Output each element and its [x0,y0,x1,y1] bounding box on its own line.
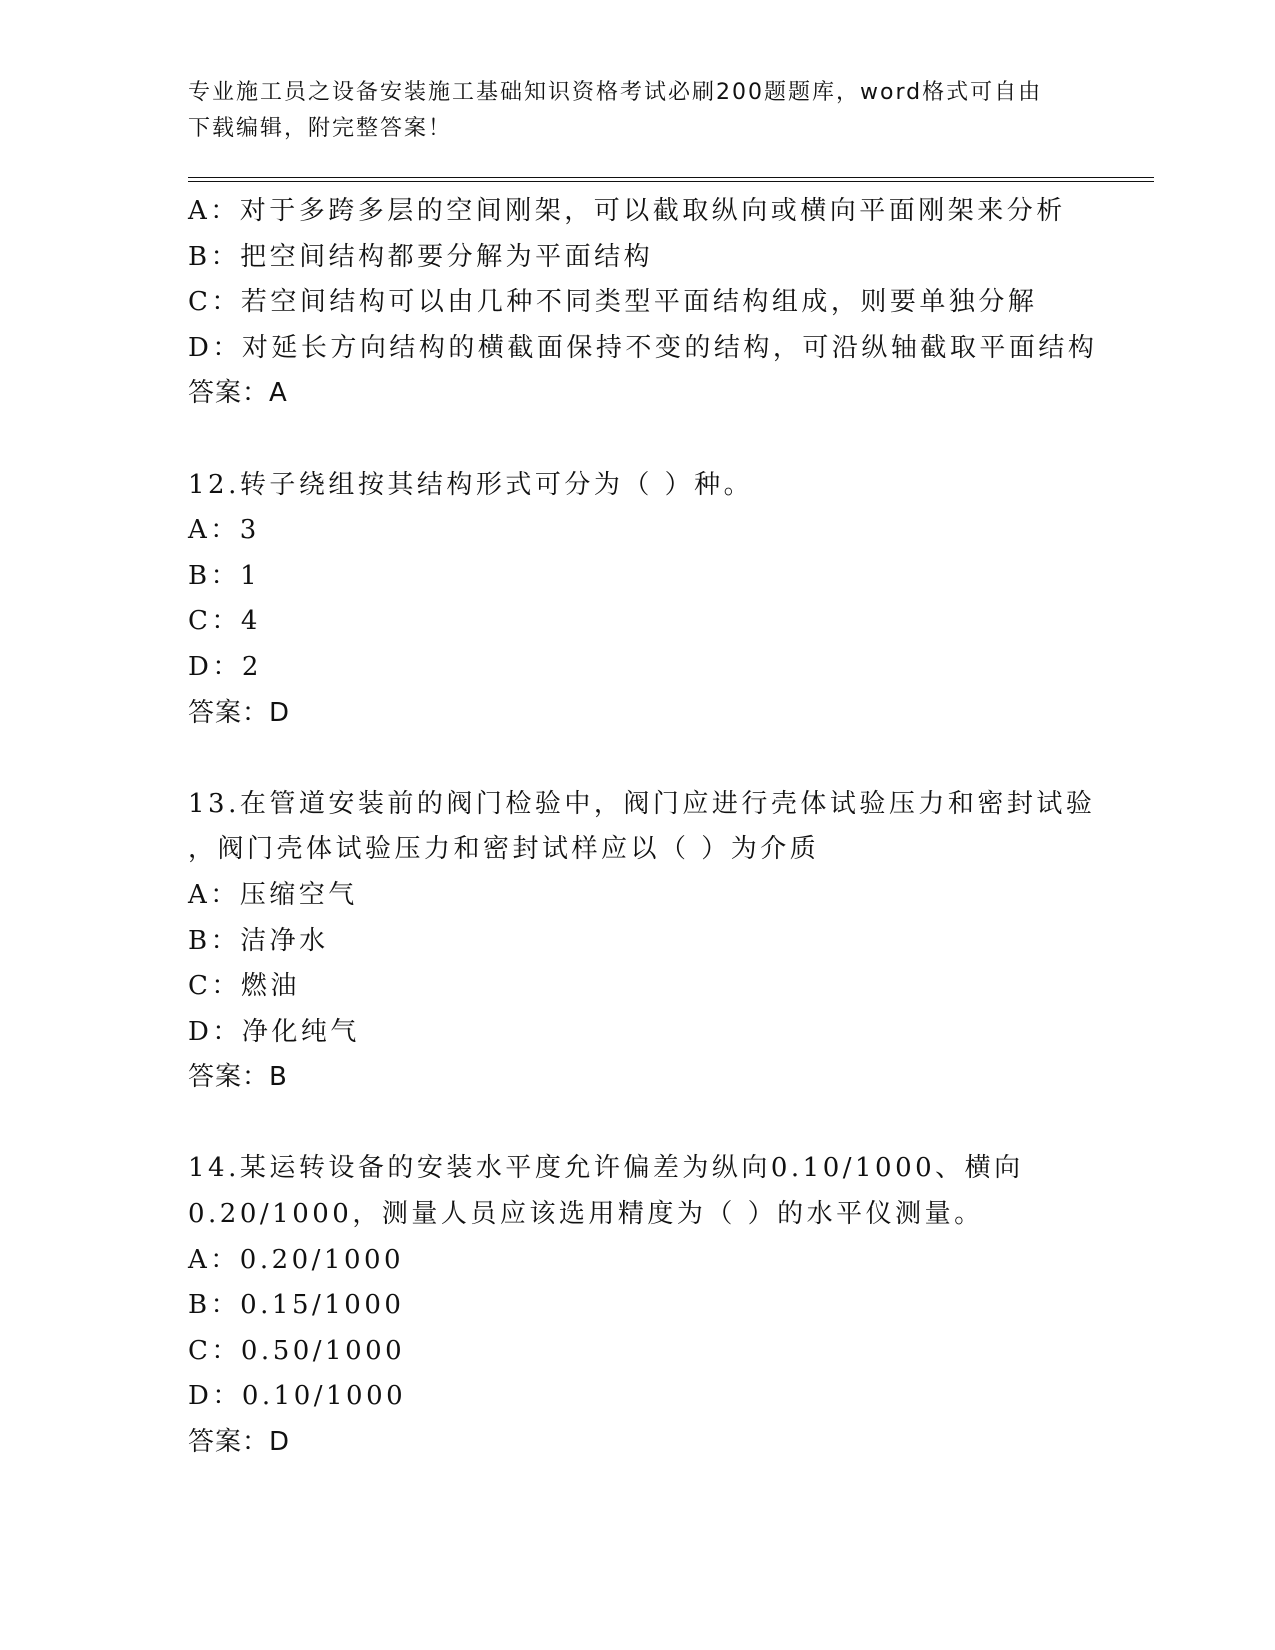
option-d: D：2 [188,651,262,682]
option-d: D：对延长方向结构的横截面保持不变的结构，可沿纵轴截取平面结构 [188,332,1098,363]
header-divider-top [188,177,1154,178]
option-b: B：0.15/1000 [188,1290,405,1321]
answer: 答案：D [188,697,291,728]
answer: 答案：D [188,1427,291,1458]
option-b: B：1 [188,560,261,591]
option-a: A：3 [188,515,260,546]
option-a: A：0.20/1000 [188,1244,405,1275]
option-a: A：对于多跨多层的空间刚架，可以截取纵向或横向平面刚架来分析 [188,196,1066,226]
question-text-line-2: ，阀门壳体试验压力和密封试样应以（ ）为介质 [188,834,820,865]
option-b: B：把空间结构都要分解为平面结构 [188,241,654,272]
option-d: D：0.10/1000 [188,1381,407,1412]
spacer [188,1101,1168,1147]
question-list [188,189,1168,1466]
option-c: C：若空间结构可以由几种不同类型平面结构组成，则要单独分解 [188,287,1038,318]
option-c: C：4 [188,606,261,637]
question-text: 12.转子绕组按其结构形式可分为（ ）种。 [188,469,754,500]
question-12 [188,463,1168,737]
option-d: D：净化纯气 [188,1016,360,1047]
spacer [188,417,1168,463]
option-a: A：压缩空气 [188,879,358,910]
option-b: B：洁净水 [188,925,329,956]
spacer [188,736,1168,782]
question-text-line-2: 0.20/1000，测量人员应该选用精度为（ ）的水平仪测量。 [188,1199,984,1230]
header-title-line-2: 下载编辑，附完整答案！ [188,116,453,141]
option-c: C：0.50/1000 [188,1335,406,1366]
question-13 [188,782,1168,1101]
answer: 答案：A [188,378,288,409]
question-text-line-1: 14.某运转设备的安装水平度允许偏差为纵向0.10/1000、横向 [188,1153,1024,1184]
question-text-line-1: 13.在管道安装前的阀门检验中，阀门应进行壳体试验压力和密封试验 [188,788,1096,819]
question-11 [188,189,1168,417]
document-header [188,75,1088,147]
question-14 [188,1146,1168,1465]
option-c: C：燃油 [188,971,300,1002]
answer: 答案：B [188,1062,288,1093]
header-divider-bottom [188,181,1154,182]
header-title-line-1: 专业施工员之设备安装施工基础知识资格考试必刷200题题库，word格式可自由 [188,80,1043,105]
